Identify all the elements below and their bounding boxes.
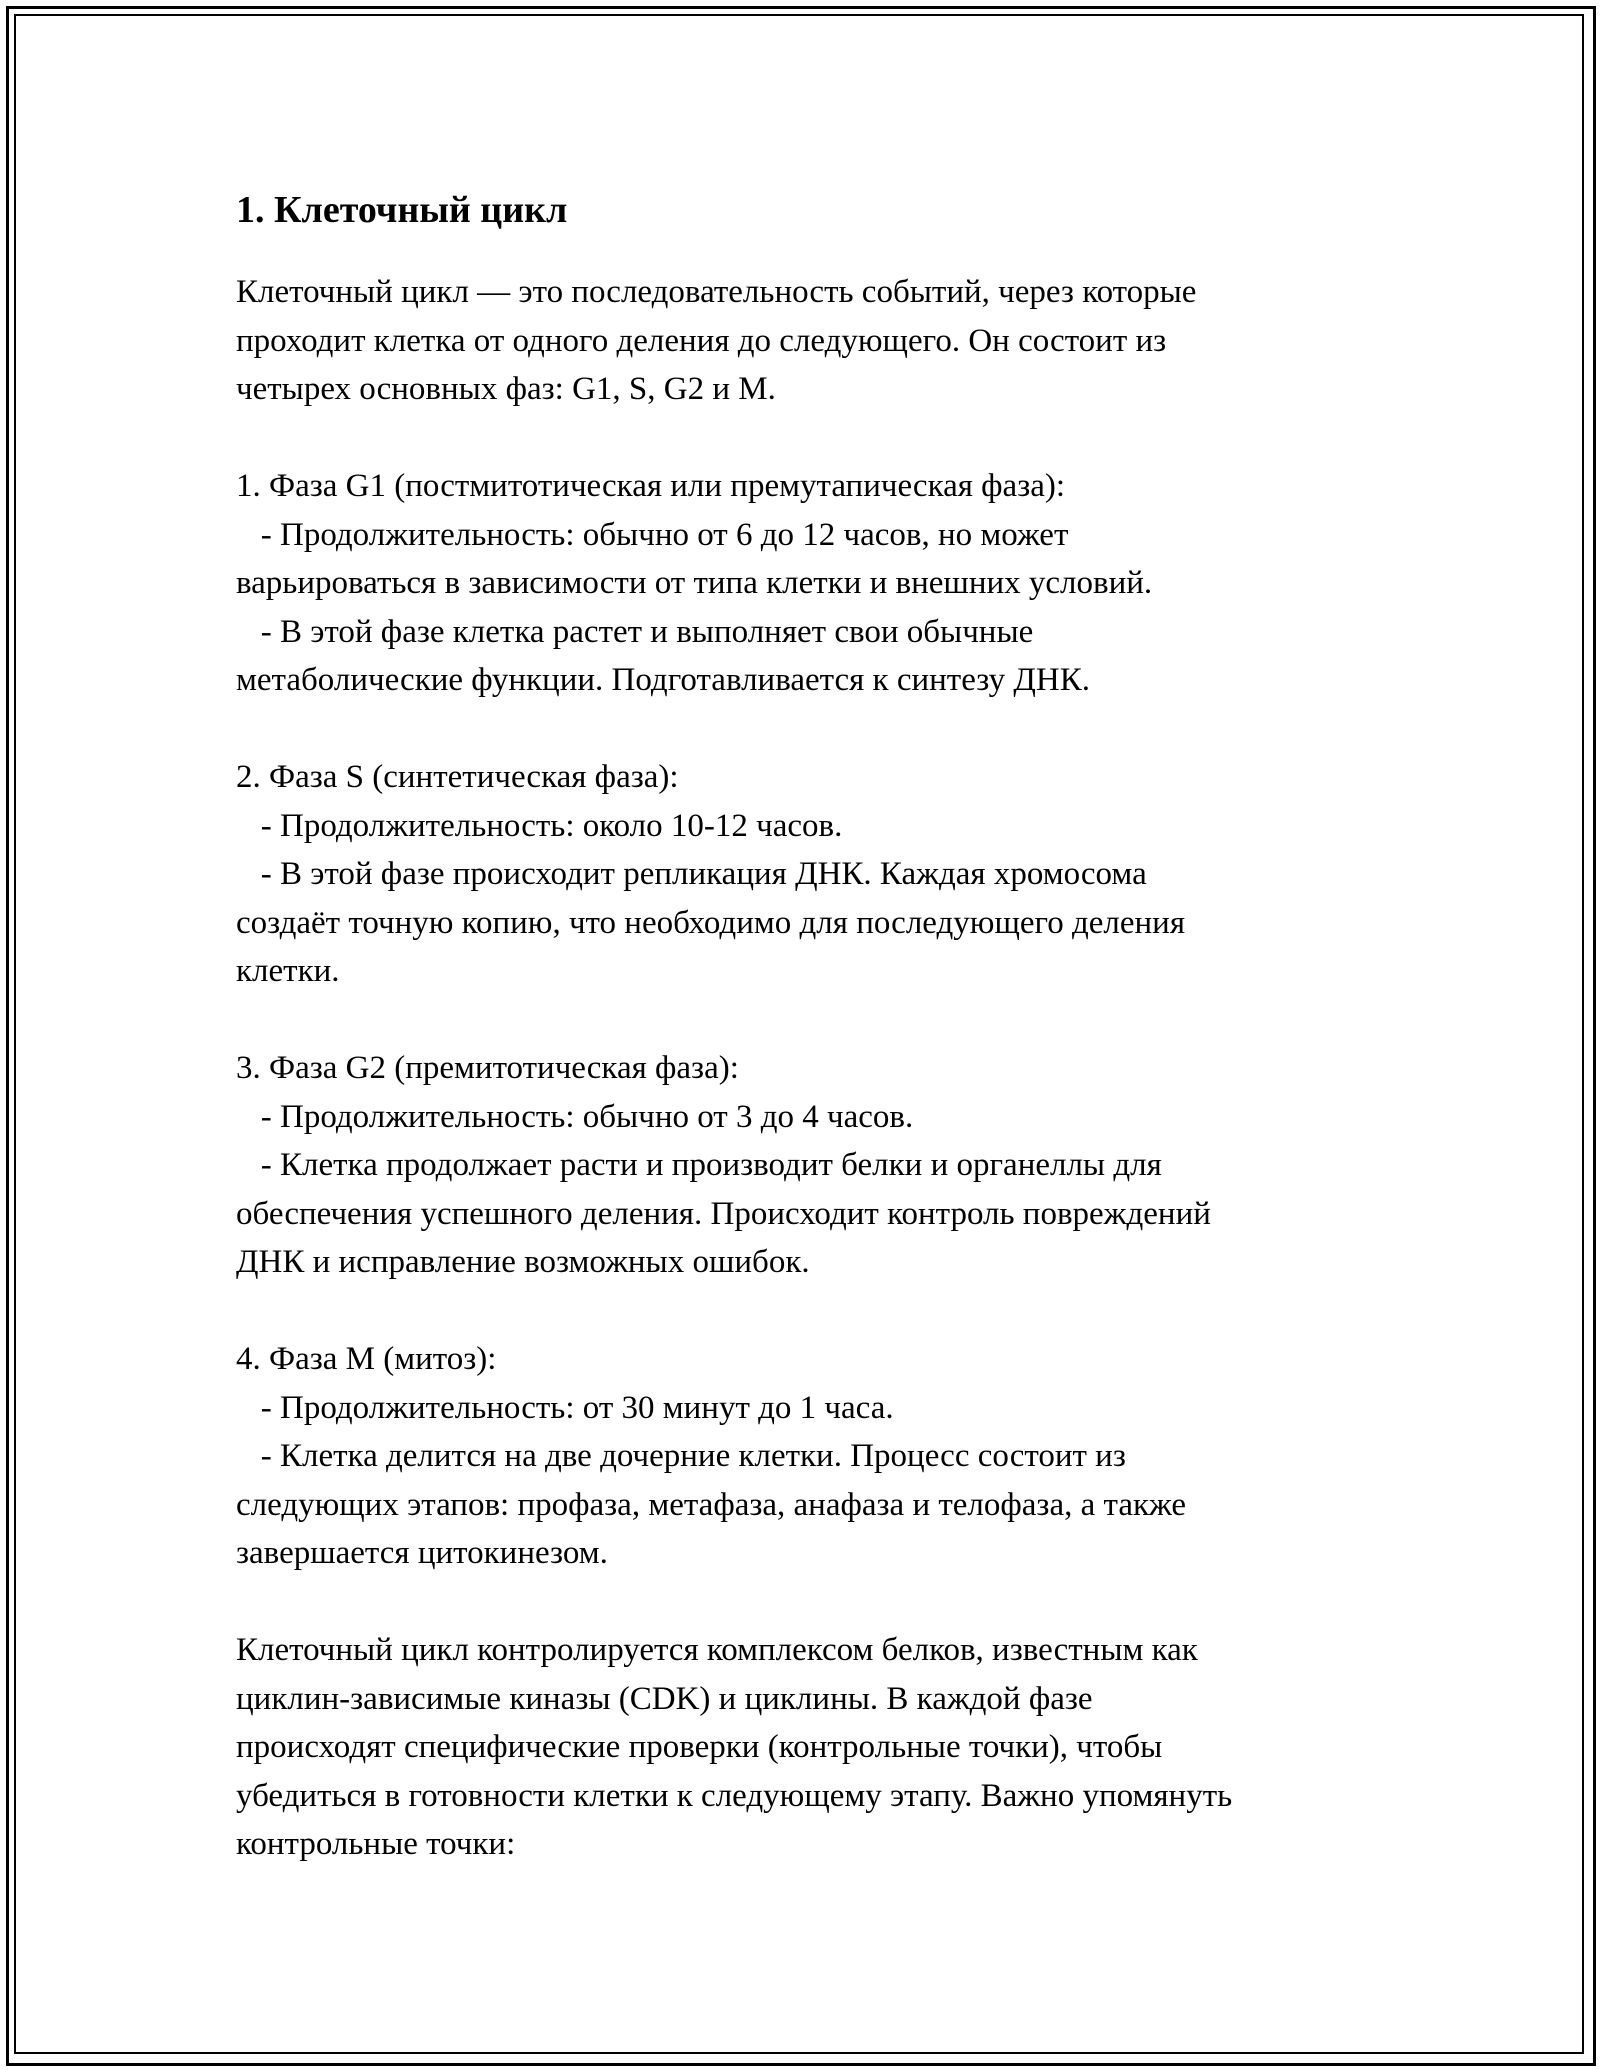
document-heading: 1. Клеточный цикл xyxy=(236,189,568,231)
document-content xyxy=(236,186,1396,1869)
document-body: Клеточный цикл — это последовательность событий, через которые проходит клетка от одного деления до следующего. Он состоит из четырех основных фаз: G1, S, G2 и M. 1. Фаза G1 (постмитотическая или премутапическая фаза): - Продолжительность: обычно от 6 до 12 часов, но может варьироваться в зависимости от типа клетки и внешних условий. - В этой фазе клетка растет и выполняет свои обычные метаболические функции. Подготавливается к синтезу ДНК. 2. Фаза S (синтетическая фаза): - Продолжительность: около 10-12 часов. - В этой фазе происходит репликация ДНК. Каждая хромосома создаёт точную копию, что необходимо для последующего деления клетки. 3. Фаза G2 (премитотическая фаза): - Продолжительность: обычно от 3 до 4 часов. - Клетка продолжает расти и производит белки и органеллы для обеспечения успешного деления. Происходит контроль повреждений ДНК и исправление возможных ошибок. 4. Фаза M (митоз): - Продолжительность: от 30 минут до 1 часа. - Клетка делится на две дочерние клетки. Процесс состоит из следующих этапов: профаза, метафаза, анафаза и телофаза, а также завершается цитокинезом. Клеточный цикл контролируется комплексом белков, известным как циклин-зависимые киназы (CDK) и циклины. В каждой фазе происходят специфические проверки (контрольные точки), чтобы убедиться в готовности клетки к следующему этапу. Важно упомянуть контрольные точки: xyxy=(236,274,1233,1862)
